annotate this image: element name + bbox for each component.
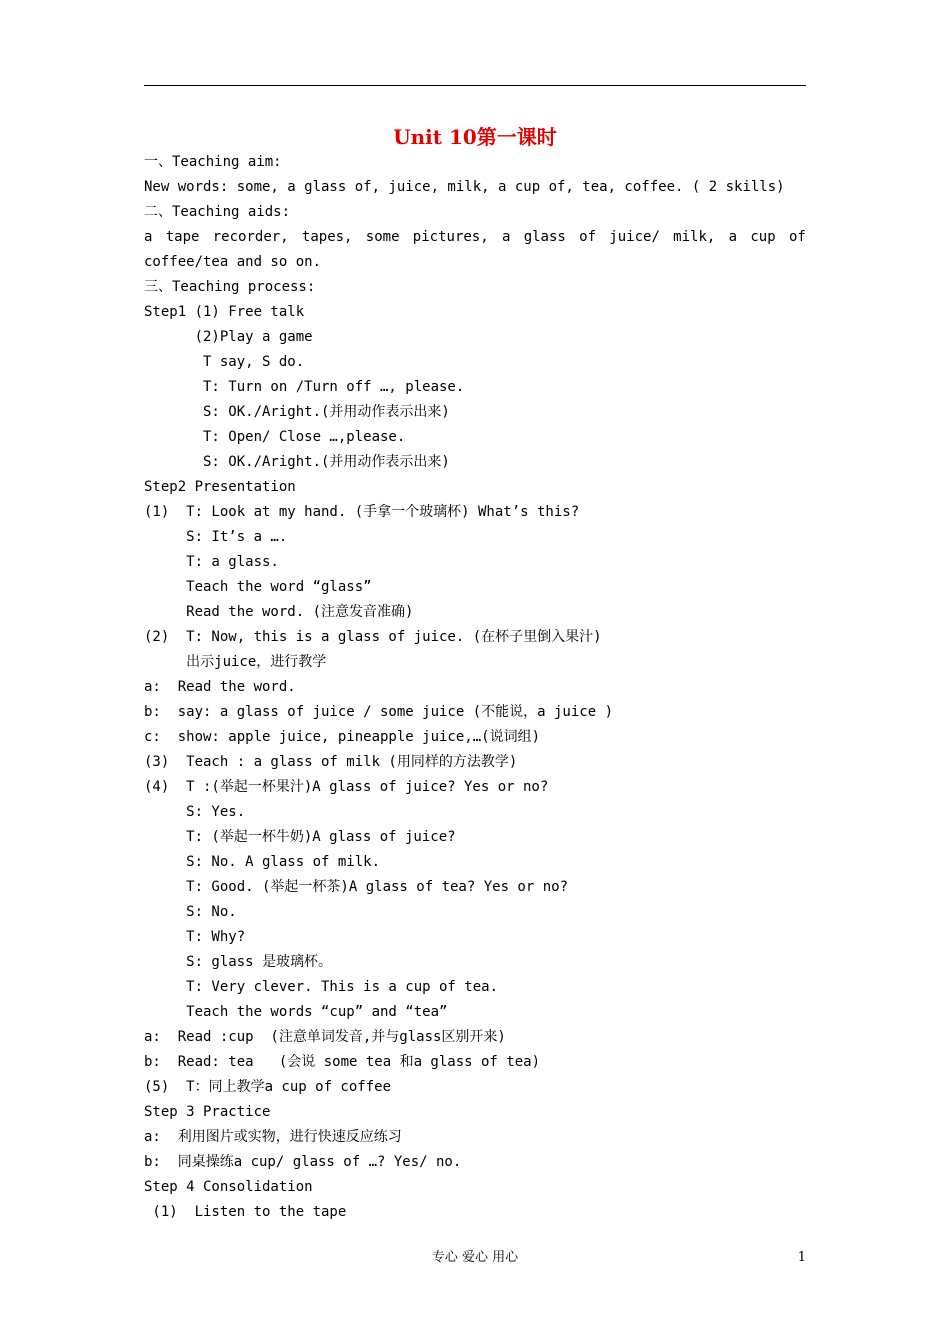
- body-line: (1) T: Look at my hand. (手拿一个玻璃杯) What’s this?: [144, 504, 580, 520]
- body-line: c: show: apple juice, pineapple juice,…(说词组): [144, 729, 541, 745]
- header-rule: [144, 85, 806, 86]
- body-line: Step 4 Consolidation: [144, 1179, 313, 1195]
- body-line: 一、Teaching aim:: [144, 154, 282, 170]
- body-line: S: Yes.: [144, 804, 246, 820]
- body-line: S: It’s a ….: [144, 529, 288, 545]
- body-line: T: Why?: [144, 929, 246, 945]
- body-line: New words: some, a glass of, juice, milk, a cup of, tea, coffee. ( 2 skills): [144, 179, 785, 195]
- body-line: T: Good. (举起一杯茶)A glass of tea? Yes or no?: [144, 879, 569, 895]
- body-line: (1) Listen to the tape: [144, 1204, 347, 1220]
- body-line: Step1 (1) Free talk: [144, 304, 305, 320]
- body-line: a: Read the word.: [144, 679, 296, 695]
- body-line: b: Read: tea (会说 some tea 和a glass of tea): [144, 1054, 541, 1070]
- body-line: (4) T :(举起一杯果汁)A glass of juice? Yes or no?: [144, 779, 549, 795]
- body-line: 二、Teaching aids:: [144, 204, 291, 220]
- body-line: Teach the word “glass”: [144, 579, 372, 595]
- body-line: a: 利用图片或实物，进行快速反应练习: [144, 1129, 402, 1145]
- body-line: Step2 Presentation: [144, 479, 296, 495]
- body-line: T: (举起一杯牛奶)A glass of juice?: [144, 829, 456, 845]
- body-line: T: Turn on /Turn off …, please.: [144, 379, 465, 395]
- body-line: S: No. A glass of milk.: [144, 854, 381, 870]
- body-line: T say, S do.: [144, 354, 305, 370]
- body-line: T: Very clever. This is a cup of tea.: [144, 979, 499, 995]
- body-line: S: OK./Aright.(并用动作表示出来): [144, 404, 450, 420]
- body-line: S: No.: [144, 904, 237, 920]
- page-number: 1: [797, 1250, 806, 1265]
- body-line: coffee/tea and so on.: [144, 254, 322, 270]
- body-line: T: a glass.: [144, 554, 279, 570]
- body-line: (5) T：同上教学a cup of coffee: [144, 1079, 392, 1095]
- document-title: Unit 10第一课时: [393, 125, 557, 149]
- body-line: (3) Teach : a glass of milk (用同样的方法教学): [144, 754, 518, 770]
- body-line: a: Read :cup (注意单词发音,并与glass区别开来): [144, 1029, 506, 1045]
- body-line: 三、Teaching process:: [144, 279, 316, 295]
- body-line: (2) T: Now, this is a glass of juice. (在杯子里倒入果汁): [144, 629, 602, 645]
- body-line: Read the word. (注意发音准确): [144, 604, 414, 620]
- body-line: S: OK./Aright.(并用动作表示出来): [144, 454, 450, 470]
- body-line: 出示juice，进行教学: [144, 654, 327, 670]
- body-line: b: say: a glass of juice / some juice (不能说，a juice ): [144, 704, 614, 720]
- body-line: T: Open/ Close …,please.: [144, 429, 406, 445]
- body-line: (2)Play a game: [144, 329, 313, 345]
- body-line-justified: a tape recorder, tapes, some pictures, a glass of juice/ milk, a cup of: [144, 229, 806, 245]
- body-line: Step 3 Practice: [144, 1104, 271, 1120]
- body-line: b: 同桌操练a cup/ glass of …? Yes/ no.: [144, 1154, 462, 1170]
- body-line: S: glass 是玻璃杯。: [144, 954, 333, 970]
- footer-motto: 专心 爱心 用心: [431, 1250, 519, 1265]
- body-line: Teach the words “cup” and “tea”: [144, 1004, 448, 1020]
